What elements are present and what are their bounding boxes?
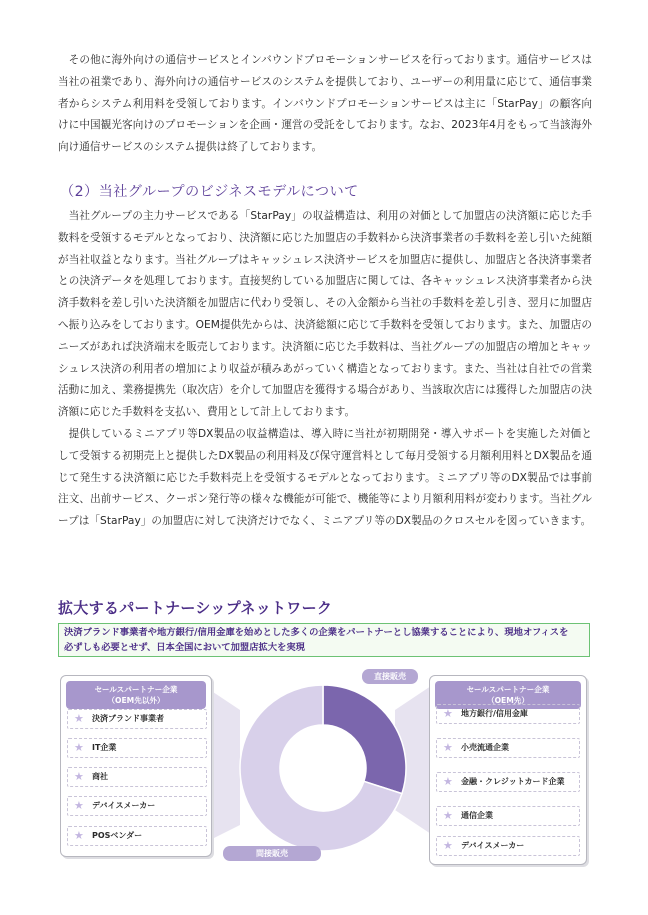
- left-partner-panel: [60, 675, 212, 857]
- partner-item: ★ IT企業: [67, 738, 207, 758]
- star-icon: ★: [443, 707, 453, 720]
- starpay-revenue-text: 当社グループの主力サービスである「StarPay」の収益構造は、利用の対価として加盟店の決済額に応じた手数料を受領するモデルとなっており、決済額に応じた加盟店の手数料から決済事業者の手数料を差し引いた純額が当社収益となります。当社グループはキャッシュレス決済サービスを加盟店に提供し、加盟店と各決済事業者との決済データを処理しております。直接契約している加盟店に関しては、各キャッシュレス決済事業者から決済手数料を差し引いた決済額を加盟店に代わり受領し、その入金額から当社の手数料を差し引き、翌月に加盟店へ振り込みをしております。OEM提供先からは、決済総額に応じて手数料を受領しております。また、加盟店のニーズがあれば決済端末を販売しております。決済額に応じた手数料は、当社グループの加盟店の増加とキャッシュレス決済の利用者の増加により収益が積みあがっていく構造となっております。また、当社は自社での営業活動に加え、業務提携先（取次店）を介して加盟店を獲得する場合があり、当該取次店には獲得した加盟店の決済額に応じた手数料を支払い、費用として計上しております。: [58, 210, 593, 419]
- left-panel-title: セールスパートナー企業 （OEM先以外）: [66, 681, 206, 709]
- intro-text: その他に海外向けの通信サービスとインバウンドプロモーションサービスを行っております。通信サービスは当社の祖業であり、海外向けの通信サービスのシステムを提供しており、ユーザーの利用量に応じて、通信事業者からシステム利用料を受領しております。インバウンドプロモーションサービスは主に「StarPay」の顧客向けに中国観光客向けのプロモーションを企画・運営の受託をしております。なお、2023年4月をもって当該海外向け通信サービスのシステム提供は終了しております。: [58, 54, 593, 154]
- indirect-sales-label: 間接販売: [223, 846, 321, 861]
- partner-item: ★ 地方銀行/信用金庫: [436, 704, 580, 724]
- star-icon: ★: [74, 799, 84, 812]
- star-icon: ★: [74, 770, 84, 783]
- partner-item: ★ POSベンダー: [67, 826, 207, 846]
- dx-revenue-text: 提供しているミニアプリ等DX製品の収益構造は、導入時に当社が初期開発・導入サポートを実施した対価として受領する初期売上と提供したDX製品の利用料及び保守運営料として毎月受領する月額利用料とDX製品を通じて発生する決済額に応じた手数料売上を受領するモデルとなっております。ミニアプリ等のDX製品では事前注文、出前サービス、クーポン発行等の様々な機能が可能で、機能等により月額利用料が変わります。当社グループは「StarPay」の加盟店に対して決済だけでなく、ミニアプリ等のDX製品のクロスセルを図っていきます。: [58, 427, 592, 528]
- partner-item: ★ 金融・クレジットカード企業: [436, 772, 580, 792]
- banner-line: 必ずしも必要とせず、日本全国において加盟店拡大を実現: [64, 642, 305, 653]
- left-connector: [210, 690, 240, 840]
- star-icon: ★: [443, 839, 453, 852]
- partner-item: ★ 商社: [67, 767, 207, 787]
- business-model-paragraph: [58, 206, 592, 533]
- right-partner-panel: [429, 675, 587, 865]
- partner-item: ★ デバイスメーカー: [436, 836, 580, 856]
- partner-item: ★ 小売流通企業: [436, 738, 580, 758]
- direct-sales-label: 直接販売: [362, 669, 418, 684]
- star-icon: ★: [443, 741, 453, 754]
- partner-item: ★ 決済ブランド事業者: [67, 709, 207, 729]
- donut-slice-direct: [323, 685, 406, 794]
- intro-paragraph: [58, 50, 592, 159]
- star-icon: ★: [74, 741, 84, 754]
- diagram-title: 拡大するパートナーシップネットワーク: [58, 599, 333, 617]
- banner-line: 決済ブランド事業者や地方銀行/信用金庫を始めとした多くの企業をパートナーとし協業することにより、現地オフィスを: [64, 627, 569, 638]
- star-icon: ★: [443, 775, 453, 788]
- right-panel-title: セールスパートナー企業 （OEM先）: [435, 681, 581, 709]
- section-heading: （2）当社グループのビジネスモデルについて: [60, 184, 359, 200]
- star-icon: ★: [74, 829, 84, 842]
- partner-item: ★ 通信企業: [436, 806, 580, 826]
- partner-item: ★ デバイスメーカー: [67, 796, 207, 816]
- star-icon: ★: [74, 712, 84, 725]
- star-icon: ★: [443, 809, 453, 822]
